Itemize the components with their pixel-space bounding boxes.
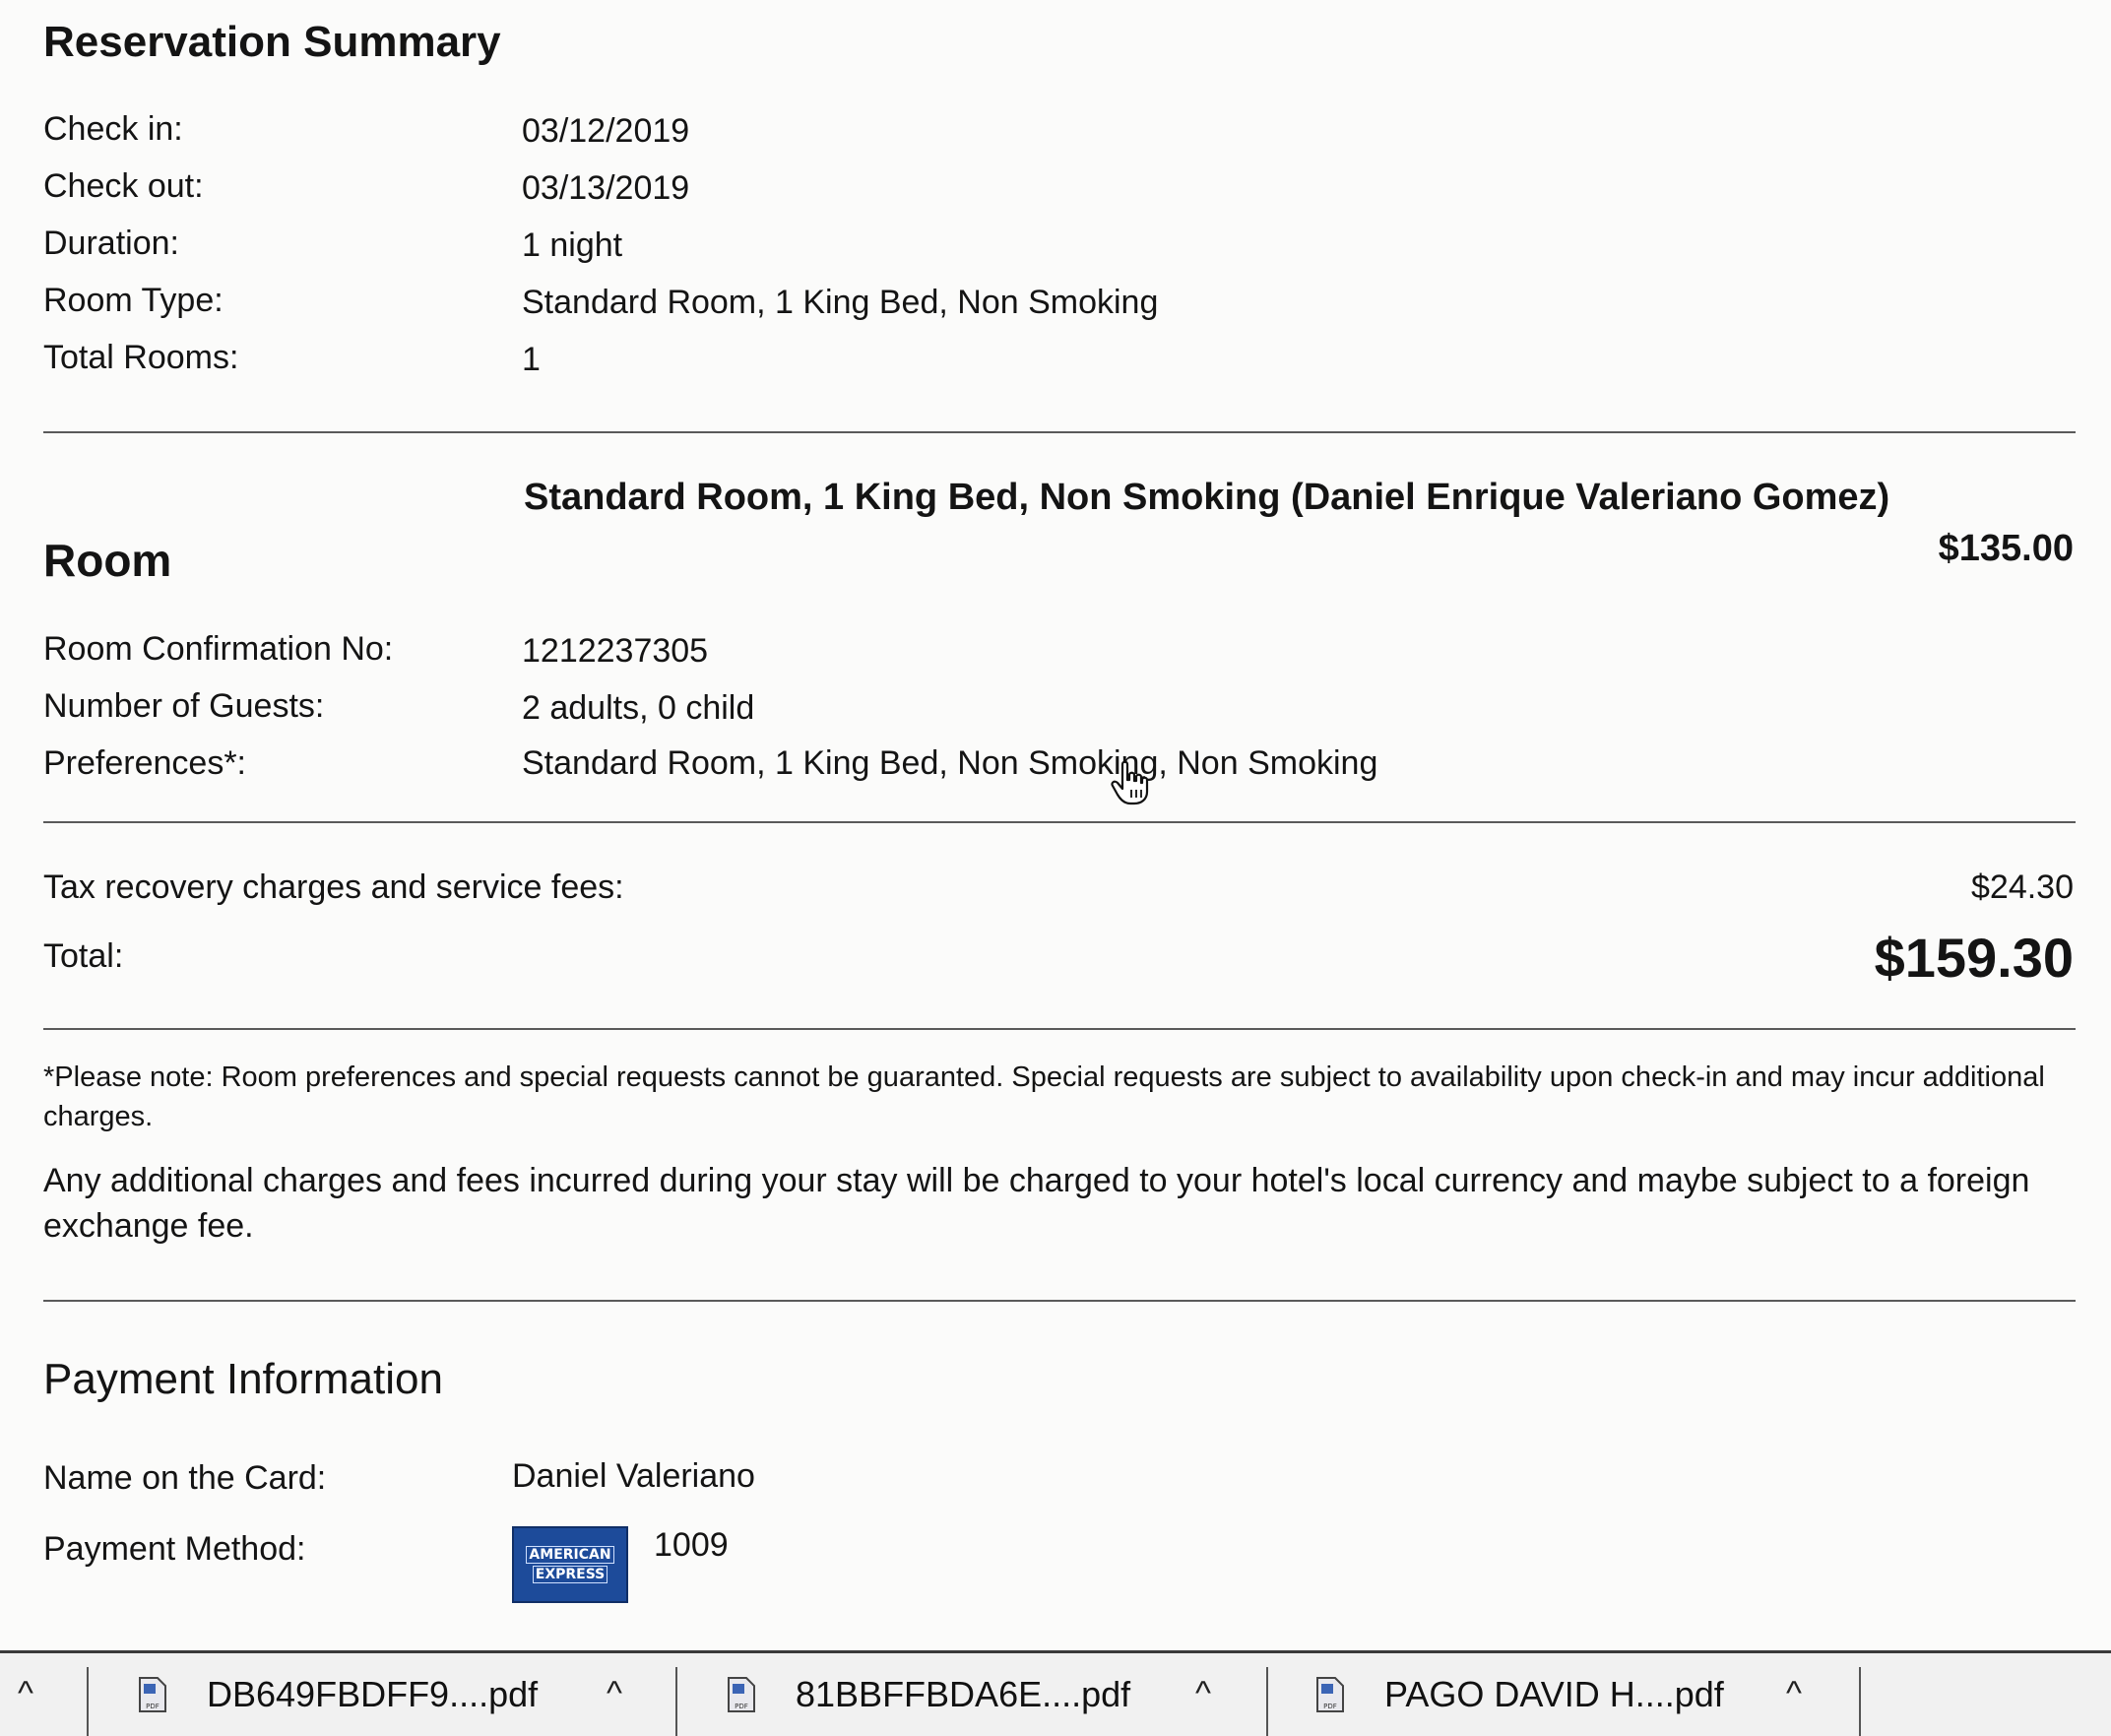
divider: [43, 1300, 2076, 1302]
preferences-note: *Please note: Room preferences and special requests cannot be guaranted. Special requests are subject to availability upon check-in and may incur additional charges.: [43, 1061, 2045, 1132]
pdf-file-icon: [1315, 1676, 1345, 1713]
check-in-label: Check in:: [43, 110, 183, 148]
divider: [43, 1028, 2076, 1030]
total-label: Total:: [43, 937, 124, 975]
room-description: Standard Room, 1 King Bed, Non Smoking (Daniel Enrique Valeriano Gomez): [524, 477, 1890, 518]
tax-label: Tax recovery charges and service fees:: [43, 868, 624, 906]
pdf-file-icon: [138, 1676, 167, 1713]
card-last4: 1009: [654, 1526, 729, 1564]
download-item[interactable]: [1315, 1653, 1724, 1736]
american-express-card-icon: [512, 1526, 628, 1603]
preferences-value: Standard Room, 1 King Bed, Non Smoking, Non Smoking: [522, 744, 1378, 782]
svg-text:PDF: PDF: [735, 1703, 748, 1710]
download-item[interactable]: [138, 1653, 538, 1736]
reservation-summary-title: Reservation Summary: [43, 18, 501, 66]
name-on-card-label: Name on the Card:: [43, 1459, 327, 1497]
chevron-up-icon[interactable]: ^: [1195, 1675, 1211, 1712]
separator: [87, 1667, 89, 1736]
room-confirmation-value: 1212237305: [522, 632, 709, 670]
download-item-name: PAGO DAVID H....pdf: [1384, 1674, 1724, 1714]
room-heading: Room: [43, 535, 172, 586]
chevron-up-icon[interactable]: ^: [607, 1675, 622, 1712]
room-price: $135.00: [1938, 528, 2074, 569]
separator: [1859, 1667, 1861, 1736]
tax-value: $24.30: [1971, 868, 2074, 906]
download-item-name: 81BBFFBDA6E....pdf: [796, 1674, 1131, 1714]
check-out-value: 03/13/2019: [522, 169, 690, 207]
total-value: $159.30: [1874, 927, 2074, 989]
name-on-card-value: Daniel Valeriano: [512, 1457, 755, 1495]
room-confirmation-label: Room Confirmation No:: [43, 630, 394, 668]
divider: [43, 821, 2076, 823]
chevron-up-icon[interactable]: ^: [1786, 1675, 1802, 1712]
duration-label: Duration:: [43, 225, 179, 262]
divider: [43, 431, 2076, 433]
download-item[interactable]: [727, 1653, 1130, 1736]
amex-line1: AMERICAN: [526, 1546, 613, 1564]
check-in-value: 03/12/2019: [522, 112, 690, 150]
check-out-label: Check out:: [43, 167, 204, 205]
separator: [1266, 1667, 1268, 1736]
total-rooms-label: Total Rooms:: [43, 339, 239, 376]
pdf-file-icon: [727, 1676, 756, 1713]
total-rooms-value: 1: [522, 341, 541, 378]
preferences-label: Preferences*:: [43, 744, 246, 782]
amex-line2: EXPRESS: [533, 1566, 608, 1583]
currency-note: Any additional charges and fees incurred during your stay will be charged to your hotel's local currency and maybe subject to a foreign exchange fee.: [43, 1162, 2030, 1245]
svg-text:PDF: PDF: [146, 1703, 160, 1710]
number-of-guests-value: 2 adults, 0 child: [522, 689, 755, 727]
payment-method-label: Payment Method:: [43, 1530, 306, 1568]
room-type-label: Room Type:: [43, 282, 224, 319]
hand-cursor-icon: [1111, 760, 1150, 805]
duration-value: 1 night: [522, 226, 623, 264]
chevron-up-icon[interactable]: ^: [18, 1675, 33, 1712]
separator: [675, 1667, 677, 1736]
room-type-value: Standard Room, 1 King Bed, Non Smoking: [522, 284, 1159, 321]
download-item-name: DB649FBDFF9....pdf: [207, 1674, 539, 1714]
download-shelf: [0, 1650, 2111, 1736]
svg-text:PDF: PDF: [1323, 1703, 1337, 1710]
payment-information-title: Payment Information: [43, 1355, 443, 1403]
number-of-guests-label: Number of Guests:: [43, 687, 325, 725]
